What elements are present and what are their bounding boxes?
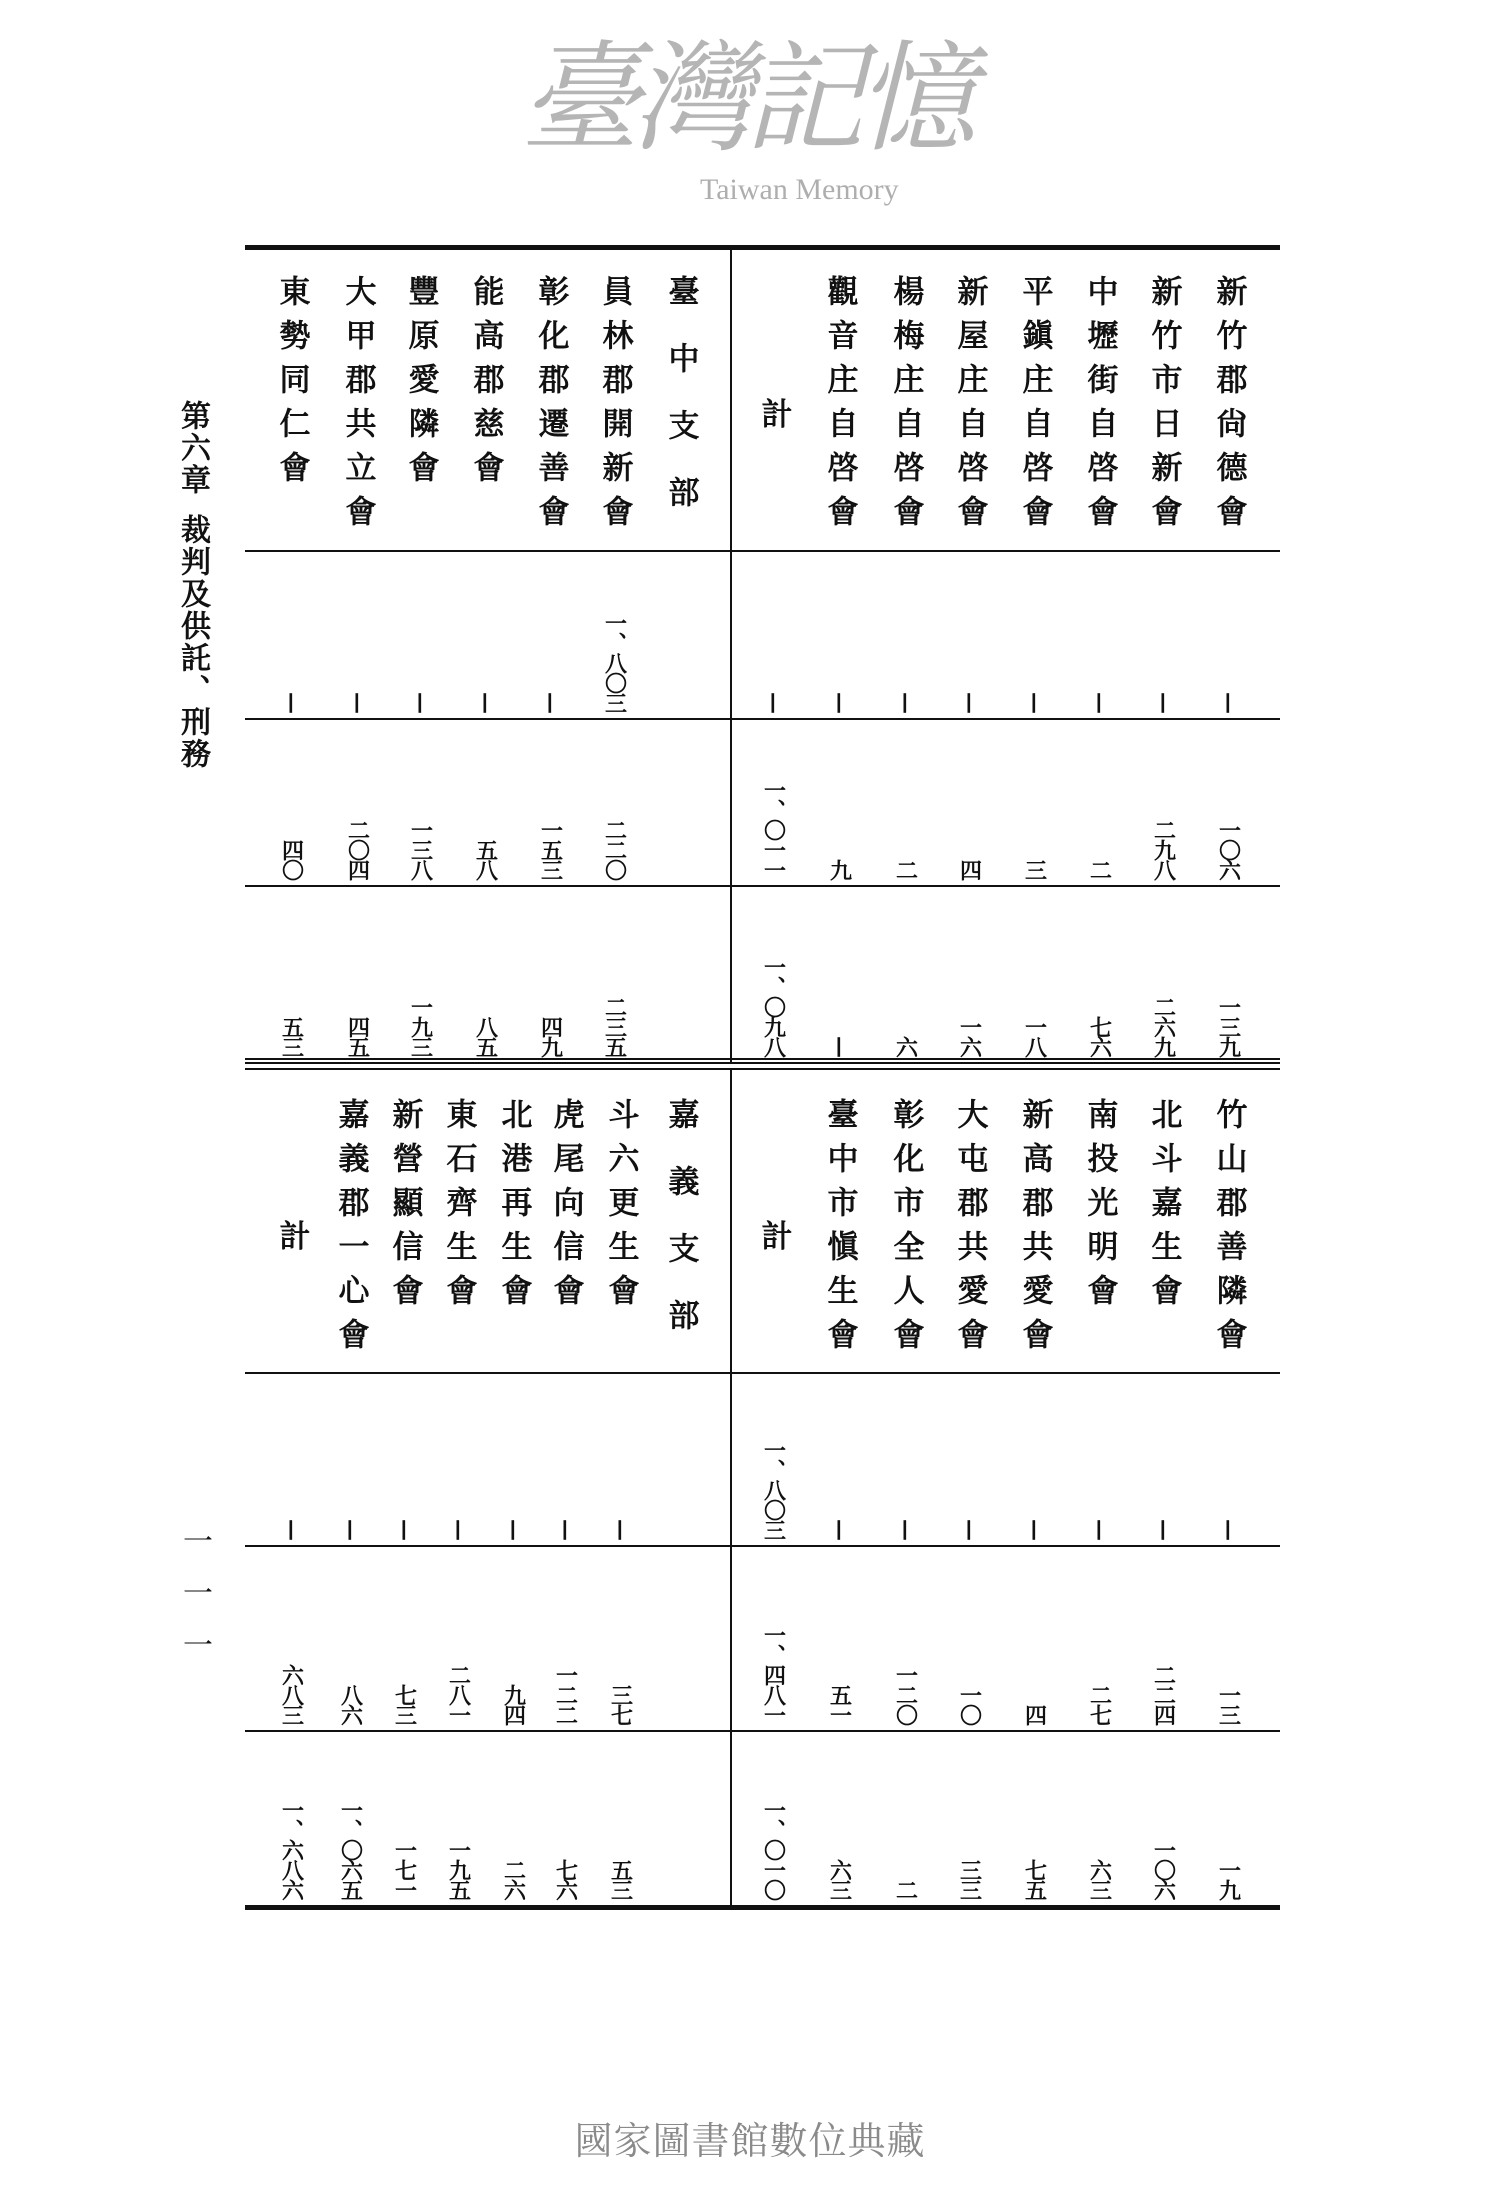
table-cell-value: — [893,1519,919,1539]
table-cell-value: — [392,1519,418,1539]
table-cell-value: 一九三 [407,996,434,1056]
table-cell-value: 五三 [607,1859,634,1899]
row-divider [245,1730,1280,1732]
association-name: 新營顯信會 [386,1098,423,1318]
table-cell-value: 三七 [607,1684,634,1724]
table-cell-value: 七六 [1086,1016,1113,1056]
table-cell-value: — [1022,692,1048,712]
table-cell-value: — [1087,1519,1113,1539]
table-cell-value: 二六 [500,1859,527,1899]
table-cell-value: 七三 [391,1684,418,1724]
table-cell-value: 一、八〇三 [760,1439,787,1539]
table-cell-value: 二八一 [445,1664,472,1724]
table-cell-value: 六三 [1086,1859,1113,1899]
watermark-subtext: Taiwan Memory [700,173,899,206]
association-name: 大屯郡共愛會 [951,1098,988,1362]
table-bottom-rule [245,1062,1280,1064]
row-divider [245,1372,1280,1374]
table-cell-value: — [1151,692,1177,712]
row-divider [245,885,1280,887]
table-cell-value: 二〇四 [344,819,371,879]
table-cell-value: 八五 [472,1016,499,1056]
chapter-heading [170,400,214,770]
table-cell-value: 二 [892,1879,919,1899]
association-name: 能高郡慈會 [467,275,504,495]
association-name: 北港再生會 [495,1098,532,1318]
table-cell-value: 二二〇 [601,819,628,879]
table-bottom-rule [245,1905,1280,1910]
table-cell-value: — [1216,692,1242,712]
table-cell-value: 五三 [278,1016,305,1056]
association-name: 新竹郡尙德會 [1210,275,1247,539]
table-cell-value: 一八 [1021,1016,1048,1056]
table-cell-value: 四五 [344,1016,371,1056]
table-cell-value: 一三 [1215,1684,1242,1724]
table-cell-value: 一三八 [407,819,434,879]
association-name: 竹山郡善隣會 [1210,1098,1247,1362]
table-cell-value: — [1087,692,1113,712]
table-cell-value: 一、六八六 [278,1799,305,1899]
table-cell-value: 一〇六 [1150,1839,1177,1899]
table-cell-value: 四九 [537,1016,564,1056]
row-divider [245,1545,1280,1547]
table-cell-value: — [893,692,919,712]
table-cell-value: 一九 [1215,1859,1242,1899]
table-cell-value: 二九八 [1150,819,1177,879]
chapter-title: 裁判及供託、刑務 [175,514,210,770]
table-cell-value: — [446,1519,472,1539]
table-cell-value: — [553,1519,579,1539]
table-cell-value: 一、八〇三 [601,612,628,712]
association-name: 新高郡共愛會 [1016,1098,1053,1362]
table-cell-value: 二 [1086,859,1113,879]
table-cell-value: 一六 [956,1016,983,1056]
table-cell-value: 一五三 [537,819,564,879]
table-cell-value: — [408,692,434,712]
table-cell-value: — [608,1519,634,1539]
table-cell-value: 一、〇一一 [760,779,787,879]
association-name: 東勢同仁會 [273,275,310,495]
watermark-logo: 臺灣記憶 [520,30,968,169]
association-name: 東石齊生會 [440,1098,477,1318]
branch-heading: 臺中支部 [662,275,699,543]
row-divider [245,718,1280,720]
table-cell-value: 一、〇六五 [337,1799,364,1899]
table-cell-value: 四 [956,859,983,879]
table-cell-value: — [761,692,787,712]
column-divider [730,1068,732,1905]
association-name: 楊梅庄自啓會 [887,275,924,539]
association-name: 虎尾向信會 [547,1098,584,1318]
table-cell-value: — [473,692,499,712]
table-cell-value: 一〇六 [1215,819,1242,879]
double-rule [245,1058,1280,1060]
table-cell-value: 九四 [500,1684,527,1724]
row-divider [245,550,1280,552]
association-name: 員林郡開新會 [596,275,633,539]
table-cell-value: — [501,1519,527,1539]
total-label: 計 [755,1219,792,1251]
table-cell-value: — [279,692,305,712]
association-name: 平鎭庄自啓會 [1016,275,1053,539]
association-name: 斗六更生會 [602,1098,639,1318]
table-cell-value: 六八三 [278,1664,305,1724]
table-cell-value: 一〇 [956,1684,983,1724]
table-cell-value: 四 [1021,1704,1048,1724]
table-cell-value: 二六九 [1150,996,1177,1056]
table-cell-value: 一、〇一〇 [760,1799,787,1899]
table-cell-value: — [538,692,564,712]
table-cell-value: — [338,1519,364,1539]
chapter-number: 第六章 [175,400,210,496]
association-name: 觀音庄自啓會 [821,275,858,539]
page-number: 一一一 [177,1525,212,1681]
branch-heading: 嘉義支部 [662,1098,699,1366]
table-cell-value: — [827,692,853,712]
association-name: 北斗嘉生會 [1145,1098,1182,1318]
table-cell-value: 一七一 [391,1839,418,1899]
column-divider [730,245,732,1062]
table-cell-value: 一、〇九八 [760,956,787,1056]
total-label: 計 [273,1219,310,1251]
table-cell-value: 六 [892,1036,919,1056]
table-cell-value: 一二二 [552,1664,579,1724]
table-cell-value: — [279,1519,305,1539]
table-cell-value: — [1216,1519,1242,1539]
table-cell-value: 二三五 [601,996,628,1056]
association-name: 大甲郡共立會 [339,275,376,539]
table-cell-value: 一、四八一 [760,1624,787,1724]
association-name: 新竹市日新會 [1145,275,1182,539]
footer-credit: 國家圖書館數位典藏 [574,2119,926,2163]
table-cell-value: 八六 [337,1684,364,1724]
table-cell-value: 四〇 [278,839,305,879]
table-cell-value: — [1022,1519,1048,1539]
table-cell-value: — [1151,1519,1177,1539]
table-cell-value: 五八 [472,839,499,879]
table-cell-value: 一三九 [1215,996,1242,1056]
table-cell-value: 一二〇 [892,1664,919,1724]
association-name: 南投光明會 [1081,1098,1118,1318]
table-top-rule [245,1068,1280,1070]
table-cell-value: — [345,692,371,712]
table-cell-value: 三 [1021,859,1048,879]
table-cell-value: 二二四 [1150,1664,1177,1724]
table-cell-value: 三三 [956,1859,983,1899]
table-cell-value: 五一 [826,1684,853,1724]
association-name: 豐原愛隣會 [402,275,439,495]
table-top-rule [245,245,1280,250]
table-cell-value: 六三 [826,1859,853,1899]
table-cell-value: 二七 [1086,1684,1113,1724]
table-cell-value: 二 [892,859,919,879]
association-name: 新屋庄自啓會 [951,275,988,539]
table-cell-value: 七五 [1021,1859,1048,1899]
table-cell-value: — [827,1519,853,1539]
association-name: 彰化市全人會 [887,1098,924,1362]
association-name: 嘉義郡一心會 [332,1098,369,1362]
association-name: 彰化郡遷善會 [532,275,569,539]
table-cell-value: — [957,692,983,712]
association-name: 臺中市愼生會 [821,1098,858,1362]
table-cell-value: — [827,1036,853,1056]
total-label: 計 [755,397,792,428]
table-cell-value: 九 [826,859,853,879]
table-cell-value: — [957,1519,983,1539]
table-cell-value: 一九五 [445,1839,472,1899]
association-name: 中壢街自啓會 [1081,275,1118,539]
table-cell-value: 七六 [552,1859,579,1899]
